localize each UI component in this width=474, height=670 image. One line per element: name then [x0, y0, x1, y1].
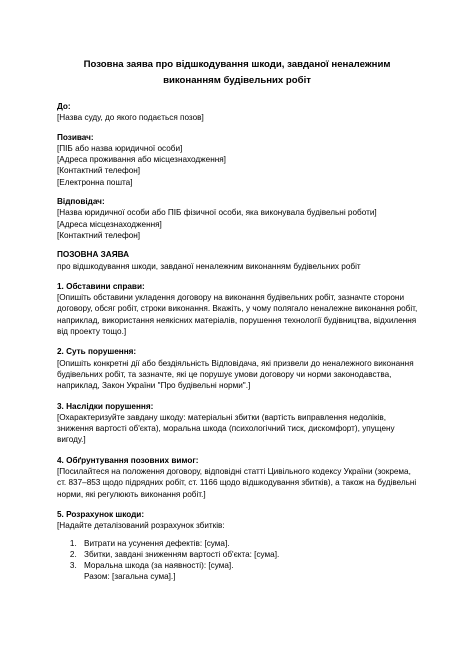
document-body — [57, 101, 419, 583]
claim-heading: ПОЗОВНА ЗАЯВА — [57, 250, 129, 260]
calculation-intro: [Надайте деталізований розрахунок збитків: — [57, 521, 225, 531]
defendant-block — [57, 196, 419, 241]
defendant-phone: [Контактний телефон] — [57, 230, 141, 240]
plaintiff-email: [Електронна пошта] — [57, 177, 133, 187]
defendant-address: [Адреса місцезнаходження] — [57, 219, 162, 229]
section-justification — [57, 455, 419, 500]
section-heading: 1. Обставини справи: — [57, 281, 145, 291]
section-calculation — [57, 509, 419, 583]
plaintiff-name: [ПІБ або назва юридичної особи] — [57, 143, 183, 153]
title-line-1: Позовна заява про відшкодування шкоди, завданої неналежним — [83, 59, 391, 70]
to-block — [57, 101, 419, 124]
section-heading: 4. Обґрунтування позовних вимог: — [57, 455, 199, 465]
claim-subheading: про відшкодування шкоди, завданої неналежним виконанням будівельних робіт — [57, 261, 361, 271]
calculation-total: Разом: [загальна сума].] — [84, 572, 176, 582]
plaintiff-heading: Позивач: — [57, 132, 94, 142]
plaintiff-address: [Адреса проживання або місцезнаходження] — [57, 155, 226, 165]
section-violation — [57, 346, 419, 391]
section-heading: 2. Суть порушення: — [57, 347, 137, 357]
list-item: 3. Моральна шкода (за наявності): [сума]. — [79, 560, 419, 571]
plaintiff-block — [57, 132, 419, 188]
to-heading: До: — [57, 102, 71, 111]
section-text: [Опишіть обставини укладення договору на виконання будівельних робіт, зазначте сторони договору, обсяг робіт, строки виконання. Вкажіть, у чому полягало неналежне виконання робіт, наприклад, використання неякісних матеріалів, порушення технології будівництва, відхилення від проекту тощо.] — [57, 293, 418, 337]
defendant-name: [Назва юридичної особи або ПІБ фізичної особи, яка виконувала будівельні роботи] — [57, 208, 377, 218]
court-name: [Назва суду, до якого подається позов] — [57, 113, 204, 123]
calculation-list — [57, 538, 419, 572]
list-item: 2. Збитки, завдані зниженням вартості об'єкта: [сума]. — [79, 549, 419, 560]
section-circumstances — [57, 281, 419, 337]
title-line-2: виконанням будівельних робіт — [163, 75, 311, 86]
section-text: [Опишіть конкретні дії або бездіяльність Відповідача, які призвели до неналежного виконання будівельних робіт, та зазначте, які це порушує умови договору чи норми законодавства, наприклад, Закон України "Про будівельні норми".] — [57, 358, 414, 391]
plaintiff-phone: [Контактний телефон] — [57, 166, 141, 176]
section-heading: 5. Розрахунок шкоди: — [57, 509, 145, 519]
document-title — [60, 57, 414, 89]
section-text: [Охарактеризуйте завдану шкоду: матеріальні збитки (вартість виправлення недоліків, зниження вартості об'єкта), моральна шкода (психологічний тиск, дискомфорт), упущену вигоду.] — [57, 412, 395, 445]
section-consequences — [57, 401, 419, 446]
section-heading: 3. Наслідки порушення: — [57, 401, 154, 411]
list-item: 1. Витрати на усунення дефектів: [сума]. — [79, 538, 419, 549]
claim-block — [57, 249, 419, 272]
section-text: [Посилайтеся на положення договору, відповідні статті Цивільного кодексу України (зокрема, ст. 837–853 щодо підрядних робіт, ст. 1166 щодо відшкодування збитків), а також на будівельні норми, які регулюють виконання робіт.] — [57, 467, 417, 499]
defendant-heading: Відповідач: — [57, 197, 105, 207]
